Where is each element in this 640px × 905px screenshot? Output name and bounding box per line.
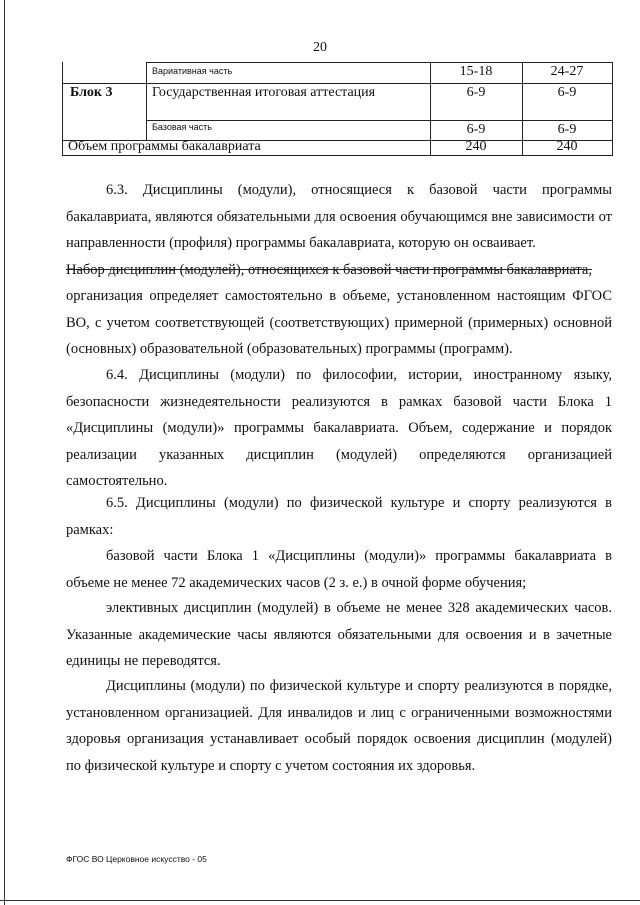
- page-number: 20: [313, 40, 327, 55]
- paragraph-6-3-struck: [66, 257, 612, 284]
- table-rule: [62, 155, 612, 156]
- paragraph-6-5-item-2: элективных дисциплин (модулей) в объеме не менее 328 академических часов. Указанные академические часы являются обязательными для освоения и в зачетные единицы не переводятся.: [66, 600, 612, 669]
- row-total-col1: 240: [465, 139, 487, 154]
- table-rule: [146, 62, 612, 63]
- row-base-label: Базовая часть: [152, 122, 212, 132]
- paragraph-6-3: 6.3. Дисциплины (модули), относящиеся к базовой части программы бакалавриата, являются обязательными для освоения обучающимся вне зависимости от направленности (профиля) программы бакалавриата, которую он осваивает.: [66, 182, 612, 251]
- paragraph-6-4: 6.4. Дисциплины (модули) по философии, истории, иностранному языку, безопасности жизнедеятельности реализуются в рамках базовой части Блока 1 «Дисциплины (модули)» программы бакалавриата. Объем, содержание и порядок реализации указанных дисциплин (модулей) определяются организацией самостоятельно.: [66, 367, 612, 489]
- paragraph-6-3-cont: организация определяет самостоятельно в объеме, установленном настоящим ФГОС ВО, с учетом соответствующей (соответствующих) примерной (примерных) основной (основных) образовательной (образовательных) программы (программ).: [66, 288, 612, 357]
- row-base-col2: 6-9: [557, 122, 577, 137]
- paragraph-6-5-item-1: базовой части Блока 1 «Дисциплины (модули)» программы бакалавриата в объеме не менее 72 академических часов (2 з. е.) в очной форме обучения;: [66, 548, 612, 591]
- row-variative-col1: 15-18: [459, 64, 493, 79]
- block3-label: Блок 3: [70, 85, 113, 100]
- paragraph-6-5: 6.5. Дисциплины (модули) по физической культуре и спорту реализуются в рамках:: [66, 495, 612, 538]
- table-rule: [146, 62, 147, 140]
- table-rule: [62, 83, 612, 84]
- page-left-edge: [4, 0, 5, 905]
- row-variative-col2: 24-27: [550, 64, 584, 79]
- table-rule: [62, 62, 63, 156]
- row-total-label: Объем программы бакалавриата: [68, 139, 261, 154]
- row-gia-col1: 6-9: [466, 85, 486, 100]
- table-rule: [146, 120, 612, 121]
- row-variative-label: Вариативная часть: [152, 66, 233, 76]
- row-gia-label: Государственная итоговая аттестация: [152, 85, 376, 100]
- page-bottom-edge: [0, 900, 640, 901]
- row-gia-col2: 6-9: [557, 85, 577, 100]
- footer-text: ФГОС ВО Церковное искусство - 05: [66, 854, 207, 864]
- row-base-col1: 6-9: [466, 122, 486, 137]
- paragraph-final: Дисциплины (модули) по физической культуре и спорту реализуются в порядке, установленном организацией. Для инвалидов и лиц с ограниченными возможностями здоровья организация устанавливает особый порядок освоения дисциплин (модулей) по физической культуре и спорту с учетом состояния их здоровья.: [66, 678, 612, 774]
- row-total-col2: 240: [556, 139, 578, 154]
- struck-text: Набор дисциплин (модулей), относящихся к базовой части программы бакалавриата,: [66, 262, 592, 278]
- table-rule: [612, 62, 613, 156]
